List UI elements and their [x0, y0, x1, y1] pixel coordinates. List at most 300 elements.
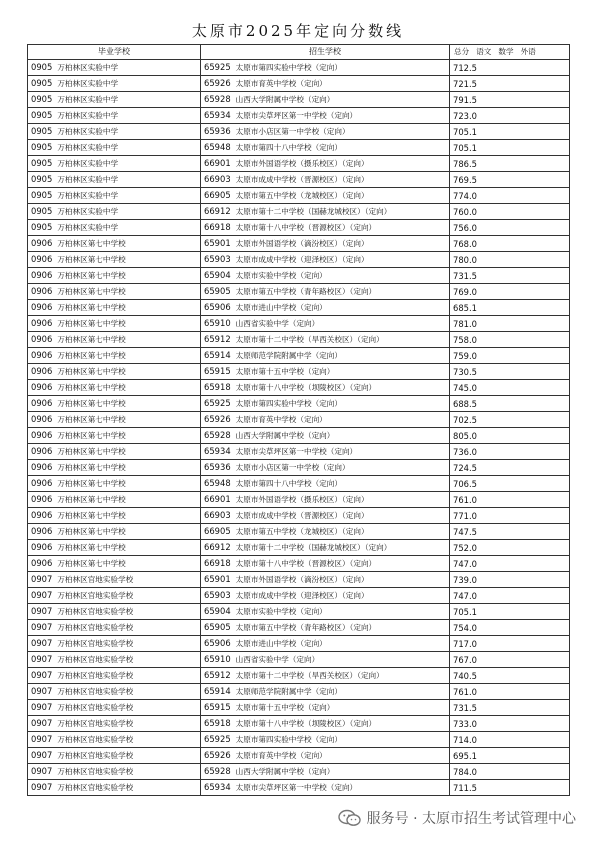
admission-school-name: 太原市尖草坪区第一中学校（定向）	[235, 447, 358, 456]
score-table	[27, 44, 570, 796]
graduation-school-code: 0906	[31, 414, 53, 424]
table-row	[28, 76, 570, 92]
admission-school-cell	[201, 172, 450, 188]
graduation-school-code: 0907	[31, 590, 53, 600]
table-row	[28, 476, 570, 492]
admission-school-code: 65914	[204, 686, 231, 696]
admission-school-cell	[201, 492, 450, 508]
admission-school-cell	[201, 700, 450, 716]
graduation-school-name: 万柏林区实验中学	[57, 223, 119, 232]
admission-school-cell	[201, 428, 450, 444]
admission-school-cell	[201, 124, 450, 140]
graduation-school-code: 0906	[31, 398, 53, 408]
graduation-school-name: 万柏林区实验中学	[57, 95, 119, 104]
total-score-cell: 740.5	[450, 668, 570, 684]
admission-school-name: 山西大学附属中学校（定向）	[235, 767, 335, 776]
graduation-school-name: 万柏林区第七中学校	[57, 511, 126, 520]
graduation-school-name: 万柏林区第七中学校	[57, 415, 126, 424]
graduation-school-name: 万柏林区第七中学校	[57, 479, 126, 488]
admission-school-name: 太原市第五中学校（龙城校区）（定向）	[235, 191, 369, 200]
admission-school-code: 65906	[204, 302, 231, 312]
table-row	[28, 316, 570, 332]
table-row	[28, 492, 570, 508]
graduation-school-code: 0907	[31, 734, 53, 744]
graduation-school-name: 万柏林区实验中学	[57, 191, 119, 200]
graduation-school-name: 万柏林区官地实验学校	[57, 639, 134, 648]
admission-school-code: 65918	[204, 718, 231, 728]
admission-school-name: 太原市成成中学校（晋源校区）（定向）	[235, 175, 369, 184]
graduation-school-code: 0905	[31, 110, 53, 120]
graduation-school-cell	[28, 364, 201, 380]
graduation-school-code: 0907	[31, 670, 53, 680]
graduation-school-name: 万柏林区实验中学	[57, 143, 119, 152]
graduation-school-cell	[28, 460, 201, 476]
table-row	[28, 60, 570, 76]
total-score-cell: 760.0	[450, 204, 570, 220]
total-score-cell: 730.5	[450, 364, 570, 380]
table-row	[28, 300, 570, 316]
total-score-cell: 752.0	[450, 540, 570, 556]
graduation-school-name: 万柏林区实验中学	[57, 111, 119, 120]
admission-school-name: 太原市外国语学校（滴汾校区）（定向）	[235, 239, 369, 248]
graduation-school-name: 万柏林区第七中学校	[57, 367, 126, 376]
admission-school-code: 65925	[204, 398, 231, 408]
total-score-cell: 747.5	[450, 524, 570, 540]
admission-school-code: 66903	[204, 174, 231, 184]
table-row	[28, 364, 570, 380]
graduation-school-code: 0905	[31, 78, 53, 88]
admission-school-name: 太原市第十八中学校（坝陵校区）（定向）	[235, 383, 377, 392]
total-score-cell: 747.0	[450, 556, 570, 572]
graduation-school-cell	[28, 620, 201, 636]
graduation-school-cell	[28, 572, 201, 588]
admission-school-name: 太原市第四实验中学校（定向）	[235, 735, 342, 744]
admission-school-name: 太原市小店区第一中学校（定向）	[235, 463, 350, 472]
graduation-school-name: 万柏林区官地实验学校	[57, 671, 134, 680]
admission-school-code: 65904	[204, 270, 231, 280]
admission-school-cell	[201, 636, 450, 652]
graduation-school-name: 万柏林区官地实验学校	[57, 655, 134, 664]
table-row	[28, 716, 570, 732]
graduation-school-cell	[28, 284, 201, 300]
admission-school-name: 太原市第十二中学校（国赫龙城校区）（定向）	[235, 543, 392, 552]
total-score-cell: 754.0	[450, 620, 570, 636]
admission-school-code: 66905	[204, 526, 231, 536]
admission-school-cell	[201, 412, 450, 428]
header-total: 总分	[454, 47, 470, 56]
admission-school-name: 山西省实验中学（定向）	[235, 655, 320, 664]
admission-school-code: 65934	[204, 446, 231, 456]
graduation-school-code: 0906	[31, 430, 53, 440]
graduation-school-name: 万柏林区第七中学校	[57, 239, 126, 248]
graduation-school-name: 万柏林区实验中学	[57, 63, 119, 72]
footer-watermark	[338, 808, 576, 828]
graduation-school-cell	[28, 588, 201, 604]
graduation-school-cell	[28, 396, 201, 412]
table-row	[28, 508, 570, 524]
graduation-school-name: 万柏林区实验中学	[57, 175, 119, 184]
table-row	[28, 588, 570, 604]
graduation-school-cell	[28, 252, 201, 268]
graduation-school-cell	[28, 748, 201, 764]
total-score-cell: 759.0	[450, 348, 570, 364]
graduation-school-name: 万柏林区第七中学校	[57, 527, 126, 536]
table-row	[28, 780, 570, 796]
admission-school-name: 太原市第五中学校（青年路校区）（定向）	[235, 623, 377, 632]
graduation-school-cell	[28, 380, 201, 396]
admission-school-code: 65948	[204, 142, 231, 152]
admission-school-name: 太原市第四实验中学校（定向）	[235, 399, 342, 408]
graduation-school-cell	[28, 764, 201, 780]
admission-school-cell	[201, 300, 450, 316]
table-row	[28, 748, 570, 764]
graduation-school-code: 0907	[31, 622, 53, 632]
admission-school-name: 太原市第五中学校（青年路校区）（定向）	[235, 287, 377, 296]
graduation-school-code: 0906	[31, 382, 53, 392]
graduation-school-name: 万柏林区第七中学校	[57, 319, 126, 328]
total-score-cell: 761.0	[450, 684, 570, 700]
graduation-school-code: 0906	[31, 366, 53, 376]
table-row	[28, 140, 570, 156]
table-row	[28, 652, 570, 668]
graduation-school-code: 0906	[31, 334, 53, 344]
admission-school-cell	[201, 748, 450, 764]
graduation-school-name: 万柏林区第七中学校	[57, 383, 126, 392]
graduation-school-cell	[28, 636, 201, 652]
graduation-school-code: 0907	[31, 686, 53, 696]
graduation-school-name: 万柏林区实验中学	[57, 159, 119, 168]
admission-school-code: 65948	[204, 478, 231, 488]
graduation-school-cell	[28, 60, 201, 76]
total-score-cell: 723.0	[450, 108, 570, 124]
graduation-school-code: 0905	[31, 94, 53, 104]
admission-school-code: 65905	[204, 286, 231, 296]
admission-school-name: 太原市第十八中学校（晋源校区）（定向）	[235, 223, 377, 232]
admission-school-cell	[201, 316, 450, 332]
admission-school-cell	[201, 572, 450, 588]
graduation-school-code: 0906	[31, 254, 53, 264]
graduation-school-code: 0906	[31, 510, 53, 520]
wechat-icon	[338, 809, 362, 827]
admission-school-name: 太原市小店区第一中学校（定向）	[235, 127, 350, 136]
table-row	[28, 636, 570, 652]
admission-school-code: 65928	[204, 94, 231, 104]
admission-school-name: 山西大学附属中学校（定向）	[235, 431, 335, 440]
admission-school-code: 65925	[204, 734, 231, 744]
admission-school-name: 太原市实验中学校（定向）	[235, 607, 327, 616]
total-score-cell: 781.0	[450, 316, 570, 332]
admission-school-code: 65934	[204, 110, 231, 120]
graduation-school-code: 0906	[31, 542, 53, 552]
admission-school-code: 65901	[204, 238, 231, 248]
admission-school-cell	[201, 620, 450, 636]
graduation-school-name: 万柏林区第七中学校	[57, 495, 126, 504]
graduation-school-name: 万柏林区官地实验学校	[57, 703, 134, 712]
admission-school-name: 太原市第四十八中学校（定向）	[235, 143, 342, 152]
admission-school-name: 太原市实验中学校（定向）	[235, 271, 327, 280]
admission-school-name: 太原师范学院附属中学（定向）	[235, 351, 342, 360]
admission-school-cell	[201, 476, 450, 492]
graduation-school-name: 万柏林区实验中学	[57, 79, 119, 88]
admission-school-cell	[201, 508, 450, 524]
total-score-cell: 705.1	[450, 140, 570, 156]
graduation-school-code: 0905	[31, 62, 53, 72]
total-score-cell: 721.5	[450, 76, 570, 92]
table-row	[28, 412, 570, 428]
graduation-school-cell	[28, 236, 201, 252]
admission-school-code: 65903	[204, 590, 231, 600]
admission-school-cell	[201, 716, 450, 732]
total-score-cell: 685.1	[450, 300, 570, 316]
admission-school-code: 65926	[204, 414, 231, 424]
graduation-school-code: 0907	[31, 766, 53, 776]
total-score-cell: 791.5	[450, 92, 570, 108]
graduation-school-name: 万柏林区第七中学校	[57, 431, 126, 440]
graduation-school-cell	[28, 444, 201, 460]
admission-school-cell	[201, 108, 450, 124]
graduation-school-code: 0905	[31, 222, 53, 232]
graduation-school-name: 万柏林区第七中学校	[57, 559, 126, 568]
total-score-cell: 756.0	[450, 220, 570, 236]
admission-school-code: 65925	[204, 62, 231, 72]
admission-school-name: 太原市第五中学校（龙城校区）（定向）	[235, 527, 369, 536]
admission-school-code: 65912	[204, 334, 231, 344]
admission-school-cell	[201, 764, 450, 780]
graduation-school-cell	[28, 684, 201, 700]
graduation-school-code: 0907	[31, 654, 53, 664]
graduation-school-cell	[28, 188, 201, 204]
admission-school-cell	[201, 732, 450, 748]
graduation-school-code: 0906	[31, 238, 53, 248]
table-row	[28, 236, 570, 252]
graduation-school-code: 0905	[31, 190, 53, 200]
header-admission-school: 招生学校	[201, 45, 450, 60]
graduation-school-cell	[28, 700, 201, 716]
graduation-school-name: 万柏林区第七中学校	[57, 351, 126, 360]
table-row	[28, 604, 570, 620]
table-header-row	[28, 45, 570, 60]
admission-school-name: 太原师范学院附属中学（定向）	[235, 687, 342, 696]
total-score-cell: 769.0	[450, 284, 570, 300]
admission-school-name: 太原市进山中学校（定向）	[235, 639, 327, 648]
graduation-school-code: 0906	[31, 318, 53, 328]
total-score-cell: 780.0	[450, 252, 570, 268]
total-score-cell: 739.0	[450, 572, 570, 588]
graduation-school-code: 0906	[31, 286, 53, 296]
graduation-school-cell	[28, 300, 201, 316]
admission-school-code: 65912	[204, 670, 231, 680]
admission-school-code: 65934	[204, 782, 231, 792]
total-score-cell: 706.5	[450, 476, 570, 492]
admission-school-name: 山西大学附属中学校（定向）	[235, 95, 335, 104]
table-row	[28, 444, 570, 460]
admission-school-name: 太原市外国语学校（滴汾校区）（定向）	[235, 575, 369, 584]
admission-school-name: 太原市第十二中学校（旱西关校区）（定向）	[235, 335, 384, 344]
graduation-school-cell	[28, 156, 201, 172]
graduation-school-cell	[28, 348, 201, 364]
graduation-school-code: 0907	[31, 718, 53, 728]
table-row	[28, 284, 570, 300]
table-row	[28, 124, 570, 140]
graduation-school-cell	[28, 732, 201, 748]
total-score-cell: 705.1	[450, 604, 570, 620]
table-row	[28, 108, 570, 124]
admission-school-code: 65918	[204, 382, 231, 392]
graduation-school-cell	[28, 172, 201, 188]
admission-school-cell	[201, 220, 450, 236]
admission-school-name: 太原市育英中学校（定向）	[235, 415, 327, 424]
graduation-school-cell	[28, 476, 201, 492]
graduation-school-code: 0905	[31, 142, 53, 152]
admission-school-cell	[201, 332, 450, 348]
admission-school-name: 太原市第十八中学校（坝陵校区）（定向）	[235, 719, 377, 728]
graduation-school-cell	[28, 108, 201, 124]
graduation-school-name: 万柏林区第七中学校	[57, 543, 126, 552]
graduation-school-code: 0906	[31, 446, 53, 456]
admission-school-cell	[201, 556, 450, 572]
admission-school-name: 太原市第十二中学校（旱西关校区）（定向）	[235, 671, 384, 680]
table-row	[28, 668, 570, 684]
graduation-school-cell	[28, 204, 201, 220]
table-row	[28, 428, 570, 444]
total-score-cell: 731.5	[450, 268, 570, 284]
total-score-cell: 705.1	[450, 124, 570, 140]
total-score-cell: 774.0	[450, 188, 570, 204]
footer-text: 服务号 · 太原市招生考试管理中心	[366, 811, 576, 827]
admission-school-cell	[201, 540, 450, 556]
admission-school-code: 65910	[204, 318, 231, 328]
admission-school-cell	[201, 76, 450, 92]
graduation-school-code: 0906	[31, 302, 53, 312]
admission-school-cell	[201, 204, 450, 220]
graduation-school-code: 0907	[31, 574, 53, 584]
graduation-school-cell	[28, 332, 201, 348]
graduation-school-name: 万柏林区官地实验学校	[57, 607, 134, 616]
table-row	[28, 204, 570, 220]
admission-school-cell	[201, 604, 450, 620]
admission-school-code: 65903	[204, 254, 231, 264]
graduation-school-name: 万柏林区实验中学	[57, 127, 119, 136]
admission-school-code: 65905	[204, 622, 231, 632]
table-row	[28, 684, 570, 700]
admission-school-code: 65936	[204, 126, 231, 136]
total-score-cell: 745.0	[450, 380, 570, 396]
graduation-school-name: 万柏林区第七中学校	[57, 447, 126, 456]
admission-school-cell	[201, 92, 450, 108]
total-score-cell: 747.0	[450, 588, 570, 604]
admission-school-code: 66918	[204, 558, 231, 568]
admission-school-code: 66901	[204, 494, 231, 504]
admission-school-name: 太原市育英中学校（定向）	[235, 79, 327, 88]
graduation-school-code: 0906	[31, 526, 53, 536]
admission-school-code: 65926	[204, 78, 231, 88]
graduation-school-code: 0907	[31, 606, 53, 616]
admission-school-code: 65928	[204, 766, 231, 776]
header-foreign: 外语	[520, 47, 536, 56]
admission-school-name: 太原市成成中学校（晋源校区）（定向）	[235, 511, 369, 520]
admission-school-cell	[201, 380, 450, 396]
table-row	[28, 252, 570, 268]
total-score-cell: 768.0	[450, 236, 570, 252]
table-row	[28, 156, 570, 172]
admission-school-name: 太原市外国语学校（摄乐校区）（定向）	[235, 495, 369, 504]
graduation-school-name: 万柏林区官地实验学校	[57, 751, 134, 760]
graduation-school-code: 0907	[31, 702, 53, 712]
graduation-school-cell	[28, 76, 201, 92]
admission-school-code: 66918	[204, 222, 231, 232]
admission-school-code: 66912	[204, 206, 231, 216]
graduation-school-name: 万柏林区官地实验学校	[57, 575, 134, 584]
table-row	[28, 92, 570, 108]
graduation-school-name: 万柏林区官地实验学校	[57, 687, 134, 696]
admission-school-code: 65901	[204, 574, 231, 584]
admission-school-cell	[201, 188, 450, 204]
graduation-school-name: 万柏林区第七中学校	[57, 255, 126, 264]
graduation-school-name: 万柏林区第七中学校	[57, 463, 126, 472]
graduation-school-cell	[28, 428, 201, 444]
graduation-school-code: 0907	[31, 750, 53, 760]
admission-school-name: 太原市成成中学校（迎泽校区）（定向）	[235, 591, 369, 600]
graduation-school-code: 0906	[31, 558, 53, 568]
admission-school-cell	[201, 780, 450, 796]
graduation-school-cell	[28, 124, 201, 140]
graduation-school-code: 0907	[31, 638, 53, 648]
table-row	[28, 732, 570, 748]
graduation-school-name: 万柏林区实验中学	[57, 207, 119, 216]
table-row	[28, 220, 570, 236]
graduation-school-cell	[28, 492, 201, 508]
graduation-school-name: 万柏林区官地实验学校	[57, 783, 134, 792]
graduation-school-name: 万柏林区官地实验学校	[57, 719, 134, 728]
admission-school-cell	[201, 140, 450, 156]
admission-school-cell	[201, 348, 450, 364]
admission-school-name: 太原市尖草坪区第一中学校（定向）	[235, 111, 358, 120]
total-score-cell: 736.0	[450, 444, 570, 460]
total-score-cell: 771.0	[450, 508, 570, 524]
graduation-school-cell	[28, 412, 201, 428]
table-row	[28, 188, 570, 204]
admission-school-cell	[201, 444, 450, 460]
admission-school-cell	[201, 252, 450, 268]
admission-school-cell	[201, 460, 450, 476]
admission-school-code: 66903	[204, 510, 231, 520]
graduation-school-cell	[28, 220, 201, 236]
admission-school-name: 太原市第十五中学校（定向）	[235, 367, 335, 376]
admission-school-name: 太原市外国语学校（摄乐校区）（定向）	[235, 159, 369, 168]
admission-school-code: 65910	[204, 654, 231, 664]
total-score-cell: 702.5	[450, 412, 570, 428]
table-row	[28, 556, 570, 572]
admission-school-code: 66912	[204, 542, 231, 552]
admission-school-code: 65904	[204, 606, 231, 616]
admission-school-name: 太原市第十八中学校（晋源校区）（定向）	[235, 559, 377, 568]
graduation-school-code: 0905	[31, 126, 53, 136]
admission-school-cell	[201, 60, 450, 76]
graduation-school-name: 万柏林区官地实验学校	[57, 623, 134, 632]
graduation-school-code: 0906	[31, 494, 53, 504]
total-score-cell: 688.5	[450, 396, 570, 412]
graduation-school-name: 万柏林区第七中学校	[57, 399, 126, 408]
admission-school-code: 65926	[204, 750, 231, 760]
graduation-school-cell	[28, 652, 201, 668]
admission-school-cell	[201, 284, 450, 300]
total-score-cell: 724.5	[450, 460, 570, 476]
graduation-school-cell	[28, 524, 201, 540]
total-score-cell: 784.0	[450, 764, 570, 780]
graduation-school-code: 0905	[31, 206, 53, 216]
total-score-cell: 767.0	[450, 652, 570, 668]
graduation-school-cell	[28, 92, 201, 108]
